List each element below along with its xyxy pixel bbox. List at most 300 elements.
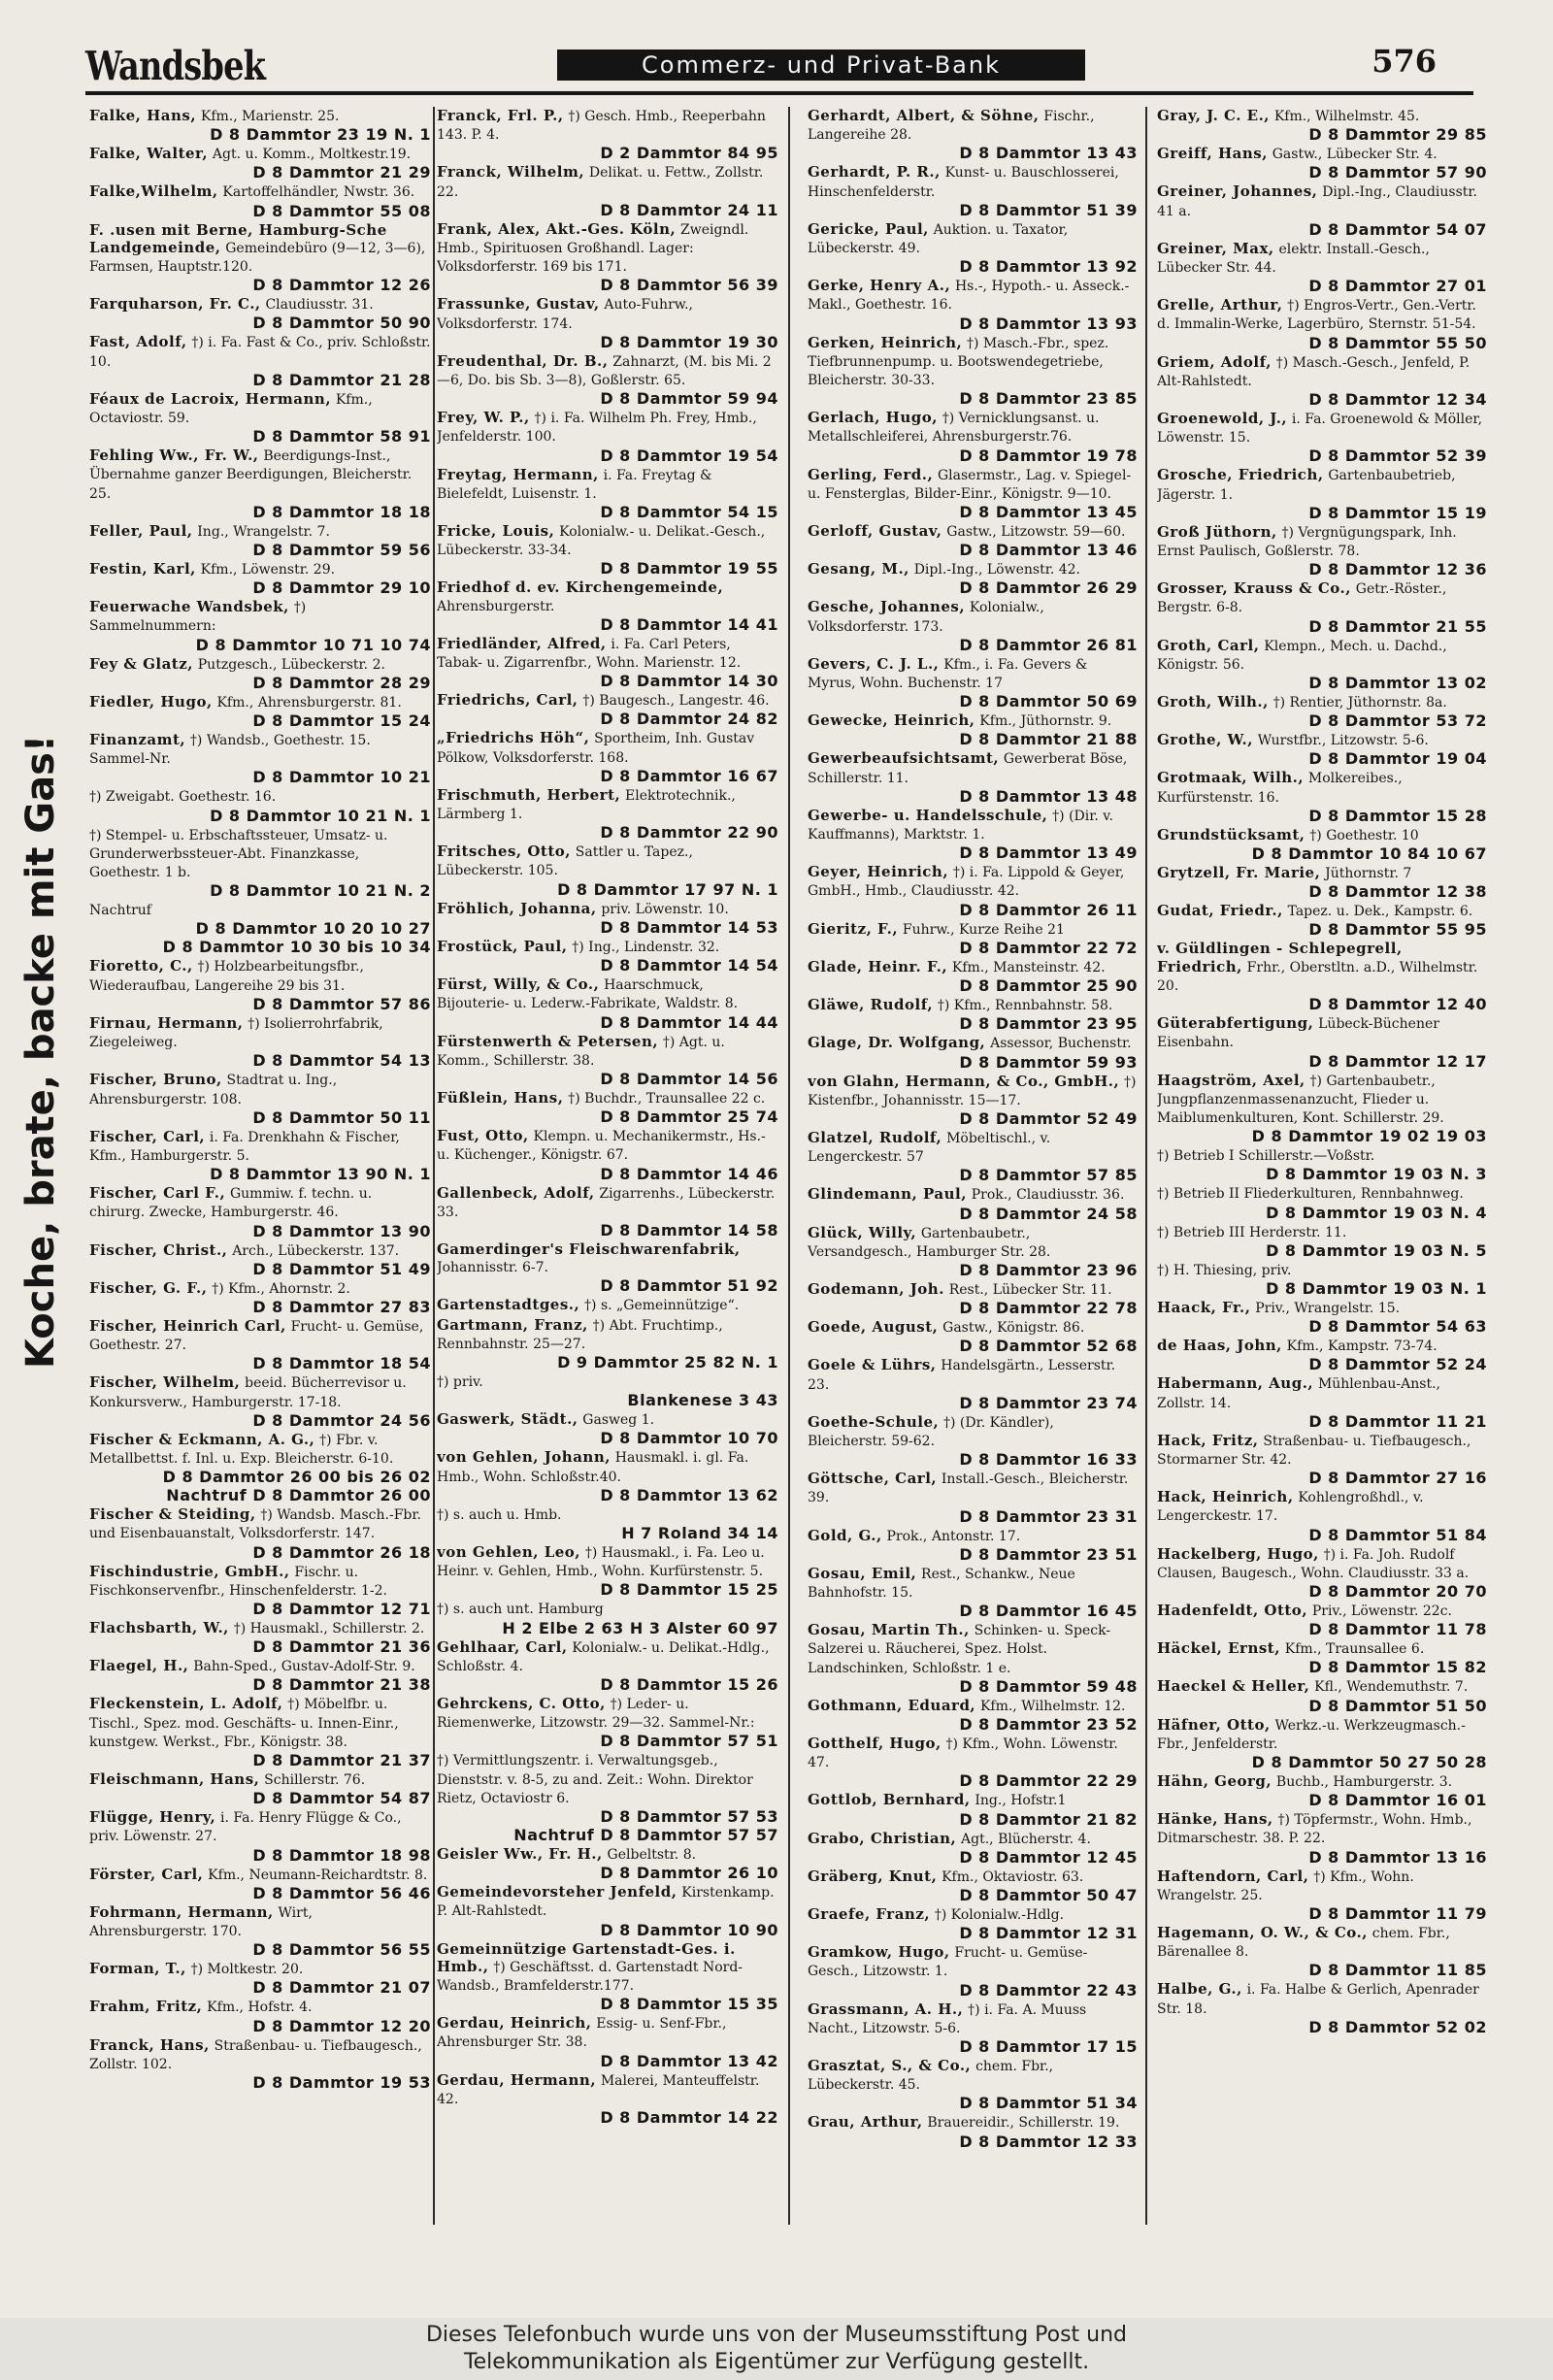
entry-details: elektr. Install.-Gesch., Lübecker Str. 44.: [1157, 241, 1430, 277]
entry-phone: D 8 Dammtor 12 38: [1308, 882, 1487, 902]
entry-phone: D 8 Dammtor 10 71 10 74: [195, 635, 431, 654]
entry-details: Dipl.-Ing., Löwenstr. 42.: [913, 562, 1081, 578]
entry-name: Greiff, Hans,: [1157, 145, 1268, 163]
entry-details: †) Kistenfbr., Johannisstr. 15—17.: [808, 1074, 1137, 1108]
entry-phone: D 8 Dammtor 52 02: [1308, 2017, 1487, 2036]
directory-entry: [437, 1033, 778, 1088]
entry-phone: D 8 Dammtor 15 25: [600, 1580, 778, 1600]
entry-phone: D 8 Dammtor 11 79: [1308, 1903, 1487, 1923]
entry-phone: D 8 Dammtor 59 56: [252, 541, 431, 560]
entry-name: Flaegel, H.,: [89, 1657, 189, 1675]
entry-phone: H 7 Roland 34 14: [621, 1523, 778, 1542]
entry-phone: D 8 Dammtor 50 47: [959, 1885, 1138, 1904]
entry-details: Buchb., Hamburgerstr. 3.: [1275, 1773, 1453, 1790]
entry-name: Fey & Glatz,: [89, 654, 193, 673]
entry-phone: D 8 Dammtor 16 33: [959, 1450, 1138, 1470]
entry-name: Gericke, Paul,: [808, 219, 929, 238]
entry-name: Gerke, Henry A.,: [808, 277, 951, 295]
directory-entry: [808, 334, 1138, 409]
directory-entry: [808, 920, 1138, 957]
entry-phone: D 8 Dammtor 14 58: [600, 1220, 778, 1240]
entry-phone: D 8 Dammtor 56 55: [252, 1940, 431, 1960]
entry-details: Kfl., Wendemuthstr. 7.: [1314, 1679, 1469, 1696]
entry-phone: D 8 Dammtor 23 31: [959, 1506, 1138, 1526]
entry-phone: D 8 Dammtor 24 11: [600, 200, 778, 219]
entry-phone: D 8 Dammtor 28 29: [252, 673, 431, 692]
entry-name: Fischer, Christ.,: [89, 1240, 228, 1259]
entry-phone: D 8 Dammtor 20 70: [1308, 1581, 1487, 1601]
entry-details: Klempn., Mech. u. Dachd., Königstr. 56.: [1157, 638, 1447, 673]
entry-details: Straßenbau- u. Tiefbaugesch., Stormarner Str. 42.: [1157, 1433, 1471, 1468]
entry-details: Kfm., Wilhelmstr. 12.: [979, 1698, 1126, 1714]
directory-entry: [1157, 1810, 1487, 1866]
directory-entry: [808, 655, 1138, 711]
entry-details: †) priv.: [437, 1373, 483, 1390]
directory-entry: [89, 145, 431, 182]
directory-entry: [89, 1770, 431, 1807]
entry-details: Schinken- u. Speck-Salzerei u. Räucherei, Spez. Holst. Landschinken, Schloßstr. 1 e.: [808, 1623, 1111, 1676]
entry-phone: D 8 Dammtor 21 36: [252, 1637, 431, 1657]
directory-entry: [808, 863, 1138, 918]
entry-details: Kfm., Octaviostr. 59.: [89, 391, 373, 427]
entry-details: Möbeltischl., v. Lengerckestr. 57: [808, 1130, 1051, 1166]
entry-name: Gartenstadtges.,: [437, 1296, 580, 1314]
entry-details: Sportheim, Inh. Gustav Pölkow, Volksdorferstr. 168.: [437, 731, 755, 766]
entry-details: Frhr., Oberstltn. a.D., Wilhelmstr. 20.: [1157, 959, 1478, 994]
directory-entry: [437, 975, 778, 1031]
directory-entry: [808, 598, 1138, 653]
entry-phone: D 8 Dammtor 15 35: [600, 1995, 778, 2014]
entry-phone: D 8 Dammtor 22 72: [959, 938, 1138, 957]
entry-details: †) Hausmakl., i. Fa. Leo u. Heinr. v. Gehlen, Hmb., Wohn. Kurfürstenstr. 5.: [437, 1544, 765, 1580]
directory-entry: [89, 598, 431, 653]
directory-entry: [89, 1998, 431, 2034]
entry-phone: D 8 Dammtor 54 15: [600, 503, 778, 522]
directory-entry: [437, 1505, 778, 1542]
entry-phone: D 8 Dammtor 22 43: [959, 1980, 1138, 2000]
entry-name: Festin, Karl,: [89, 560, 196, 578]
directory-entry: [89, 1014, 431, 1070]
entry-name: Gold, G.,: [808, 1526, 882, 1544]
directory-entry: [808, 1073, 1138, 1128]
entry-details: Assessor, Buchenstr.: [990, 1036, 1132, 1052]
directory-entry: [808, 2113, 1138, 2150]
entry-name: Féaux de Lacroix, Hermann,: [89, 389, 332, 408]
entry-details: †) Stempel- u. Erbschaftssteuer, Umsatz- u. Grunderwerbssteuer-Abt. Finanzkasse, Goethestr. 1 b.: [89, 827, 388, 881]
entry-details: Gastw., Lübecker Str. 4.: [1272, 147, 1437, 163]
directory-entry: [89, 1373, 431, 1429]
entry-name: Gerken, Heinrich,: [808, 333, 963, 351]
entry-name: Greiner, Johannes,: [1157, 182, 1318, 201]
entry-name: Hack, Heinrich,: [1157, 1488, 1294, 1506]
entry-details: Kfm., Kampstr. 73-74.: [1286, 1339, 1437, 1355]
entry-name: Gerlach, Hugo,: [808, 409, 938, 427]
entry-phone: D 8 Dammtor 54 13: [252, 1051, 431, 1071]
directory-entry: [437, 938, 778, 975]
directory-entry: [808, 1527, 1138, 1564]
directory-entry: [89, 1695, 431, 1769]
entry-phone: D 8 Dammtor 17 15: [959, 2037, 1138, 2056]
directory-entry: [808, 560, 1138, 597]
directory-entry: [808, 1697, 1138, 1734]
footer-line-2: Telekommunikation als Eigentümer zur Verfügung gestellt.: [463, 2350, 1090, 2374]
entry-details: †) Engros-Vertr., Gen.-Vertr. d. Immalin-Werke, Lagerbüro, Sternstr. 51-54.: [1157, 298, 1476, 333]
entry-name: Gallenbeck, Adolf,: [437, 1183, 595, 1202]
directory-entry: [437, 1089, 778, 1126]
entry-name: Gamerdinger's Fleischwarenfabrik,: [437, 1240, 741, 1258]
entry-name: Frank, Alex, Akt.-Ges. Köln,: [437, 219, 677, 238]
entry-name: Fohrmann, Hermann,: [89, 1902, 274, 1921]
entry-name: Glindemann, Paul,: [808, 1185, 967, 1204]
directory-entry: [1157, 466, 1487, 521]
entry-name: Fürst, Willy, & Co.,: [437, 975, 600, 994]
entry-name: Fischer, Carl F.,: [89, 1184, 226, 1203]
entry-name: Freytag, Hermann,: [437, 465, 599, 483]
entry-phone: D 8 Dammtor 26 18: [252, 1542, 431, 1562]
entry-name: Freudenthal, Dr. B.,: [437, 351, 609, 370]
directory-entry: [437, 1410, 778, 1447]
entry-name: Fritsches, Otto,: [437, 843, 571, 861]
directory-entry: [437, 409, 778, 464]
entry-name: Glage, Dr. Wolfgang,: [808, 1034, 986, 1052]
entry-name: Glatzel, Rudolf,: [808, 1128, 942, 1146]
directory-entry: [1157, 1223, 1487, 1260]
entry-phone: D 8 Dammtor 52 49: [959, 1108, 1138, 1128]
entry-phone: D 8 Dammtor 50 27 50 28: [1251, 1752, 1487, 1771]
entry-details: Gartenbaubetrieb, Jägerstr. 1.: [1157, 468, 1456, 503]
entry-details: †) Geschäftsst. d. Gartenstadt Nord-Wandsb., Bramfelderstr.177.: [437, 1959, 743, 1994]
entry-name: Haeckel & Heller,: [1157, 1677, 1310, 1696]
directory-entry: [808, 958, 1138, 995]
directory-entry: [1157, 1639, 1487, 1676]
directory-entry: [808, 1735, 1138, 1790]
directory-entry: [89, 522, 431, 559]
entry-details: Kfm., Oktaviostr. 63.: [942, 1868, 1084, 1885]
entry-details: Arch., Lübeckerstr. 137.: [232, 1242, 400, 1259]
entry-name: Feuerwache Wandsbek,: [89, 598, 289, 616]
entry-phone: Nachtruf D 8 Dammtor 26 00: [166, 1486, 431, 1505]
entry-name: Gotthelf, Hugo,: [808, 1734, 942, 1752]
side-advert: Koche, brate, backe mit Gas!: [18, 734, 63, 1369]
entry-phone: D 8 Dammtor 19 55: [600, 559, 778, 578]
directory-entry: [89, 2036, 431, 2092]
entry-phone: D 8 Dammtor 51 39: [959, 200, 1138, 219]
entry-name: Glade, Heinr. F.,: [808, 957, 948, 975]
entry-phone: D 8 Dammtor 18 18: [252, 502, 431, 521]
entry-details: beeid. Bücherrevisor u. Konkursverw., Hamburgerstr. 17-18.: [89, 1375, 407, 1410]
directory-entry: [437, 843, 778, 898]
entry-phone: D 8 Dammtor 54 63: [1308, 1317, 1487, 1337]
entry-phone: D 8 Dammtor 19 02 19 03: [1251, 1127, 1487, 1146]
entry-details: Gemeindebüro (9—12, 3—6), Farmsen, Hauptstr.120.: [89, 240, 426, 276]
entry-name: Fischer & Eckmann, A. G.,: [89, 1430, 315, 1448]
entry-details: Getr.-Röster., Bergstr. 6-8.: [1157, 581, 1447, 616]
entry-name: von Gehlen, Leo,: [437, 1542, 581, 1561]
entry-name: Grosser, Krauss & Co.,: [1157, 579, 1351, 598]
entry-phone: D 8 Dammtor 19 04: [1308, 749, 1487, 769]
entry-name: Grytzell, Fr. Marie,: [1157, 864, 1321, 882]
directory-entry: [1157, 940, 1487, 1013]
directory-entry: [1157, 1980, 1487, 2035]
entry-details: †) Abt. Fruchtimp., Rennbahnstr. 25—27.: [437, 1317, 723, 1352]
directory-entry: [1157, 1488, 1487, 1543]
directory-entry: [89, 295, 431, 332]
directory-entry: [89, 1431, 431, 1504]
entry-details: Kfm., Traunsallee 6.: [1284, 1641, 1425, 1658]
entry-name: Gesang, M.,: [808, 560, 909, 578]
directory-entry: [437, 1845, 778, 1882]
entry-name: Gerhardt, Albert, & Söhne,: [808, 107, 1040, 124]
entry-name: Groth, Wilh.,: [1157, 693, 1269, 711]
directory-entry: [808, 1413, 1138, 1469]
entry-name: Fioretto, C.,: [89, 957, 193, 975]
entry-name: Grabo, Christian,: [808, 1829, 957, 1847]
entry-details: †) Kfm., Wohn. Löwenstr. 47.: [808, 1735, 1118, 1771]
directory-entry: [808, 107, 1138, 162]
directory-entry: [437, 900, 778, 937]
entry-name: Friedhof d. ev. Kirchengemeinde,: [437, 578, 724, 597]
directory-entry: [1157, 1014, 1487, 1070]
entry-details: Dipl.-Ing., Claudiusstr. 41 a.: [1157, 184, 1477, 219]
directory-entry: [808, 409, 1138, 464]
entry-details: Jüthornstr. 7: [1325, 866, 1412, 882]
entry-phone: D 8 Dammtor 13 02: [1308, 674, 1487, 693]
entry-details: †) Masch.-Gesch., Jenfeld, P. Alt-Rahlstedt.: [1157, 354, 1470, 389]
directory-entry: [437, 578, 778, 633]
entry-phone: D 8 Dammtor 25 90: [959, 976, 1138, 996]
entry-phone: D 8 Dammtor 55 50: [1308, 333, 1487, 352]
entry-details: †) Wandsb., Goethestr. 15. Sammel-Nr.: [89, 733, 371, 768]
entry-name: Grasztat, S., & Co.,: [808, 2057, 972, 2074]
entry-phone: D 8 Dammtor 16 01: [1308, 1791, 1487, 1810]
entry-name: Gewerbeaufsichtsamt,: [808, 749, 1000, 768]
entry-name: „Friedrichs Höh“,: [437, 729, 590, 747]
entry-details: Gasweg 1.: [582, 1412, 655, 1429]
entry-phone: D 8 Dammtor 27 01: [1308, 277, 1487, 296]
entry-phone: D 8 Dammtor 51 49: [252, 1259, 431, 1278]
entry-details: Gelbeltstr. 8.: [607, 1846, 697, 1863]
entry-details: Frucht- u. Gemüse, Goethestr. 27.: [89, 1318, 424, 1354]
entry-details: †) (Dr. Kändler), Bleicherstr. 59-62.: [808, 1414, 1054, 1449]
entry-name: Groß Jüthorn,: [1157, 522, 1277, 541]
directory-entry: [437, 466, 778, 521]
entry-phone: D 8 Dammtor 23 95: [959, 1014, 1138, 1034]
entry-details: Gastw., Litzowstr. 59—60.: [946, 524, 1126, 541]
entry-details: †) s. auch u. Hmb.: [437, 1506, 562, 1523]
entry-name: Gemeindevorsteher Jenfeld,: [437, 1883, 677, 1901]
entry-phone: D 8 Dammtor 10 20 10 27: [195, 919, 431, 939]
entry-phone: D 8 Dammtor 52 24: [1308, 1355, 1487, 1374]
entry-name: Fiedler, Hugo,: [89, 692, 213, 711]
entry-phone: D 8 Dammtor 57 85: [959, 1166, 1138, 1185]
entry-details: †) H. Thiesing, priv.: [1157, 1262, 1292, 1278]
entry-name: von Gehlen, Johann,: [437, 1448, 611, 1467]
entry-phone: D 8 Dammtor 25 74: [600, 1107, 778, 1127]
entry-details: †) Töpfermstr., Wohn. Hmb., Ditmarschestr. 38. P. 22.: [1157, 1812, 1472, 1847]
entry-details: †) Moltkestr. 20.: [190, 1962, 304, 1978]
entry-details: †) Kfm., Rennbahnstr. 58.: [937, 998, 1113, 1014]
entry-details: †) Sammelnummern:: [89, 600, 307, 635]
entry-phone: D 8 Dammtor 26 11: [959, 900, 1138, 919]
directory-entry: [1157, 1072, 1487, 1146]
entry-name: Gartmann, Franz,: [437, 1315, 588, 1334]
directory-entry: [1157, 1374, 1487, 1430]
entry-name: Goethe-Schule,: [808, 1412, 940, 1431]
entry-details: †) (Dir. v. Kauffmanns), Marktstr. 1.: [808, 808, 1113, 843]
entry-details: †) Fbr. v. Metallbettst. f. Inl. u. Exp. Bleicherstr. 6-10.: [89, 1432, 394, 1467]
entry-details: Ahrensburgerstr.: [437, 598, 555, 614]
entry-phone: D 8 Dammtor 50 90: [252, 314, 431, 333]
entry-name: Frischmuth, Herbert,: [437, 785, 621, 804]
bank-banner: Commerz- und Privat-Bank: [557, 50, 1085, 81]
directory-entry: [1157, 1772, 1487, 1809]
directory-entry: [1157, 410, 1487, 465]
entry-name: Hack, Fritz,: [1157, 1431, 1259, 1449]
entry-name: Füßlein, Hans,: [437, 1088, 564, 1107]
directory-entry: [808, 1943, 1138, 1999]
entry-phone: D 8 Dammtor 51 84: [1308, 1525, 1487, 1544]
directory-entry: [1157, 637, 1487, 692]
entry-details: †) Rentier, Jüthornstr. 8a.: [1272, 695, 1447, 711]
entry-name: Greiner, Max,: [1157, 239, 1274, 257]
directory-column-1: [89, 107, 431, 2225]
entry-details: Kfm., i. Fa. Gevers & Myrus, Wohn. Buchenstr. 17: [808, 656, 1088, 692]
entry-phone: D 8 Dammtor 26 29: [959, 578, 1138, 598]
entry-phone: Blankenese 3 43: [627, 1391, 778, 1410]
entry-details: Claudiusstr. 31.: [265, 297, 374, 314]
directory-entry: [89, 1866, 431, 1902]
entry-phone: D 8 Dammtor 22 29: [959, 1771, 1138, 1791]
entry-name: Gerdau, Hermann,: [437, 2070, 597, 2089]
entry-details: †) i. Fa. Lippold & Geyer, GmbH., Hmb., Claudiusstr. 42.: [808, 865, 1125, 900]
entry-details: Kfm., Mansteinstr. 42.: [951, 959, 1106, 975]
entry-details: Beerdigungs-Inst., Übernahme ganzer Beerdigungen, Bleicherstr. 25.: [89, 448, 413, 502]
entry-phone: D 8 Dammtor 55 95: [1308, 920, 1487, 940]
entry-details: Auktion. u. Taxator, Lübeckerstr. 49.: [808, 221, 1069, 257]
entry-phone: D 8 Dammtor 51 92: [600, 1276, 778, 1296]
directory-entry: [89, 1241, 431, 1278]
entry-name: Frassunke, Gustav,: [437, 295, 600, 314]
entry-details: priv. Löwenstr. 10.: [601, 901, 729, 917]
entry-phone: D 8 Dammtor 10 21 N. 2: [210, 881, 431, 901]
entry-details: †) Agt. u. Komm., Schillerstr. 38.: [437, 1034, 725, 1069]
entry-details: Gewerberat Böse, Schillerstr. 11.: [808, 751, 1128, 786]
entry-name: Firnau, Hermann,: [89, 1013, 244, 1032]
directory-entry: [89, 693, 431, 730]
entry-details: Bahn-Sped., Gustav-Adolf-Str. 9.: [193, 1659, 415, 1675]
entry-name: Förster, Carl,: [89, 1865, 204, 1883]
entry-phone: D 8 Dammtor 23 52: [959, 1714, 1138, 1734]
entry-details: Kolonialw.- u. Delikat.-Hdlg., Schloßstr. 4.: [437, 1639, 770, 1674]
entry-details: Gastw., Königstr. 86.: [942, 1320, 1085, 1337]
entry-name: Häfner, Otto,: [1157, 1715, 1271, 1734]
entry-details: i. Fa. Freytag & Bielefeldt, Luisenstr. 1.: [437, 467, 712, 502]
entry-details: †) i. Fa. Fast & Co., priv. Schloßstr. 10.: [89, 335, 431, 370]
entry-details: †) Gesch. Hmb., Reeperbahn 143. P. 4.: [437, 109, 766, 144]
entry-details: Wirt, Ahrensburgerstr. 170.: [89, 1904, 313, 1939]
directory-entry: [89, 655, 431, 692]
directory-entry: [437, 2014, 778, 2069]
directory-entry: [1157, 296, 1487, 351]
entry-phone: D 8 Dammtor 56 46: [252, 1883, 431, 1902]
entry-name: Goele & Lührs,: [808, 1356, 937, 1374]
entry-phone: D 8 Dammtor 55 08: [252, 201, 431, 220]
entry-phone: D 8 Dammtor 13 92: [959, 257, 1138, 277]
directory-entry: [1157, 1602, 1487, 1638]
entry-name: Grau, Arthur,: [808, 2113, 923, 2132]
entry-details: Agt., Blücherstr. 4.: [961, 1831, 1091, 1847]
entry-details: Frucht- u. Gemüse-Gesch., Litzowstr. 1.: [808, 1945, 1088, 1980]
entry-name: Farquharson, Fr. C.,: [89, 295, 261, 314]
entry-phone: D 8 Dammtor 18 54: [252, 1354, 431, 1373]
entry-name: Gemeinnützige Gartenstadt-Ges. i. Hmb.,: [437, 1939, 736, 1975]
entry-phone: D 8 Dammtor 13 49: [959, 843, 1138, 863]
entry-name: Flachsbarth, W.,: [89, 1618, 229, 1636]
directory-entry: [1157, 240, 1487, 295]
entry-details: Straßenbau- u. Tiefbaugesch., Zollstr. 102.: [89, 2037, 422, 2072]
entry-details: Haarschmuck, Bijouterie- u. Lederw.-Fabrikate, Waldstr. 8.: [437, 977, 739, 1012]
entry-details: Gartenbaubetr., Versandgesch., Hamburger Str. 28.: [808, 1225, 1051, 1260]
entry-details: i. Fa. Henry Flügge & Co., priv. Löwenstr. 27.: [89, 1810, 402, 1845]
entry-phone: D 8 Dammtor 13 48: [959, 786, 1138, 806]
directory-entry: [89, 1317, 431, 1372]
entry-details: Kfm., Neumann-Reichardtstr. 8.: [208, 1867, 428, 1883]
entry-name: Forman, T.,: [89, 1960, 186, 1978]
entry-name: Gewerbe- u. Handelsschule,: [808, 806, 1048, 824]
directory-entry: [437, 352, 778, 408]
directory-entry: [89, 1505, 431, 1561]
entry-details: Kfm., Jüthornstr. 9.: [979, 713, 1112, 730]
entry-details: †) Holzbearbeitungsfbr., Wiederaufbau, Langereihe 29 bis 31.: [89, 959, 364, 994]
entry-details: Rest., Schankw., Neue Bahnhofstr. 15.: [808, 1566, 1075, 1601]
entry-name: Gaswerk, Städt.,: [437, 1410, 578, 1429]
directory-entry: [808, 277, 1138, 332]
entry-phone: D 8 Dammtor 21 38: [252, 1675, 431, 1695]
entry-phone: D 8 Dammtor 12 17: [1308, 1051, 1487, 1071]
entry-phone: D 8 Dammtor 26 00 bis 26 02: [162, 1468, 431, 1487]
entry-phone: D 8 Dammtor 10 21: [252, 768, 431, 787]
entry-phone: D 2 Dammtor 84 95: [600, 144, 778, 163]
entry-name: Fischer, Wilhelm,: [89, 1373, 241, 1392]
entry-details: Klempn. u. Mechanikermstr., Hs.- u. Küchenger., Königstr. 67.: [437, 1129, 766, 1164]
directory-entry: [1157, 1299, 1487, 1336]
directory-entry: [89, 957, 431, 1012]
entry-phone: D 8 Dammtor 13 42: [600, 2051, 778, 2070]
entry-phone: H 2 Elbe 2 63 H 3 Alster 60 97: [502, 1618, 778, 1637]
directory-entry: [1157, 1545, 1487, 1601]
entry-name: Godemann, Joh.: [808, 1279, 944, 1298]
entry-details: Essig- u. Senf-Fbr., Ahrensburger Str. 38.: [437, 2016, 727, 2051]
entry-details: Install.-Gesch., Bleicherstr. 39.: [808, 1471, 1129, 1506]
entry-details: Johannisstr. 6-7.: [437, 1260, 548, 1276]
directory-entry: [89, 1960, 431, 1997]
entry-details: Gummiw. f. techn. u. chirurg. Zwecke, Hamburgerstr. 46.: [89, 1186, 373, 1221]
entry-details: †) Betrieb I Schillerstr.—Voßstr.: [1157, 1148, 1375, 1165]
directory-entry: [89, 1128, 431, 1183]
entry-phone: D 8 Dammtor 10 70: [600, 1429, 778, 1448]
entry-phone: D 8 Dammtor 24 56: [252, 1410, 431, 1430]
directory-entry: [1157, 864, 1487, 901]
entry-name: Gerdau, Heinrich,: [437, 2014, 592, 2033]
column-divider: [433, 107, 435, 2225]
directory-entry: [808, 807, 1138, 862]
entry-details: Elektrotechnik., Lärmberg 1.: [437, 787, 736, 823]
entry-details: Brauereidir., Schillerstr. 19.: [927, 2115, 1120, 2132]
directory-column-3: [808, 107, 1138, 2225]
entry-phone: D 8 Dammtor 21 29: [252, 163, 431, 182]
entry-phone: D 8 Dammtor 23 19 N. 1: [210, 125, 431, 145]
directory-entry: [1157, 693, 1487, 730]
